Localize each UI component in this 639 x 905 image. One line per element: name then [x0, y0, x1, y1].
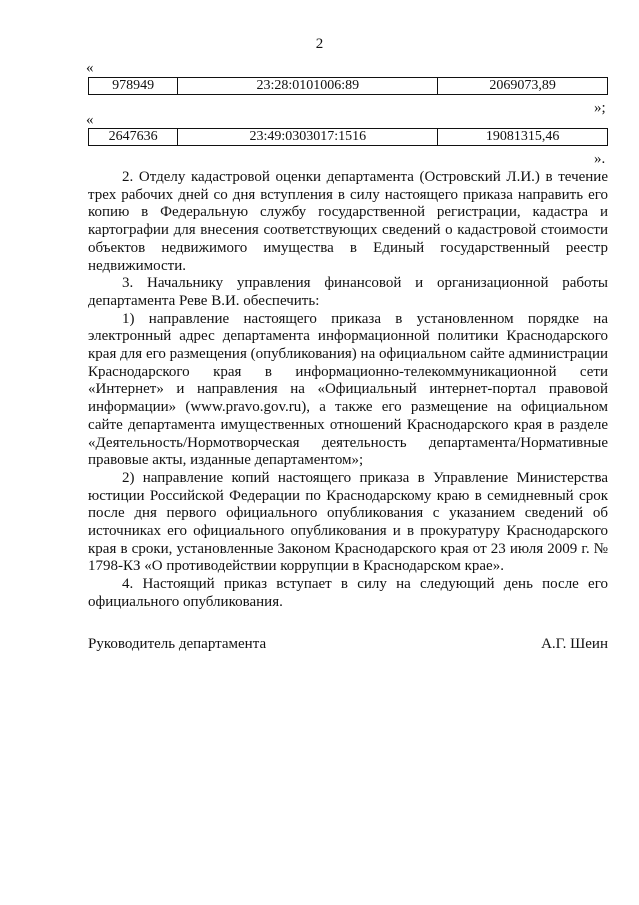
order-body: [88, 169, 608, 612]
cadastral-value-cell: 2069073,89: [438, 78, 608, 95]
cadastral-number-cell: 23:28:0101006:89: [178, 78, 438, 95]
object-number-cell: 2647636: [89, 129, 178, 146]
cadastral-table: [88, 128, 608, 146]
table-row: [89, 78, 608, 95]
open-quote: «: [86, 112, 94, 128]
cadastral-table: [88, 77, 608, 95]
open-quote: «: [86, 60, 94, 76]
paragraph-3-1: 1) направление настоящего приказа в установленном порядке на электронный адрес департамента информационной политики Краснодарского края для его размещения (опубликования) на официальном сайте администрации Краснодарского края в информационно-телекоммуникационной сети «Интернет» и направления на «Официальный интернет-портал правовой информации» (www.pravo.gov.ru), а также его размещение на официальном сайте департамента имущественных отношений Краснодарского края в разделе «Деятельность/Нормотворческая деятельность департамента/Нормативные правовые акты, изданные департаментом»;: [88, 310, 608, 469]
cadastral-value-cell: 19081315,46: [438, 129, 608, 146]
paragraph-3: 3. Начальнику управления финансовой и организационной работы департамента Реве В.И. обеспечить:: [88, 275, 608, 309]
table-row: [89, 129, 608, 146]
close-quote: ».: [594, 151, 606, 167]
cadastral-number-cell: 23:49:0303017:1516: [178, 129, 438, 146]
paragraph-4: 4. Настоящий приказ вступает в силу на следующий день после его официального опубликования.: [88, 576, 608, 610]
paragraph-2: 2. Отделу кадастровой оценки департамента (Островский Л.И.) в течение трех рабочих дней со дня вступления в силу настоящего приказа направить его копию в Федеральную службу государственной регистрации, кадастра и картографии для внесения соответствующих сведений о кадастровой стоимости объектов недвижимого имущества в Единый государственный реестр недвижимости.: [88, 169, 608, 274]
object-number-cell: 978949: [89, 78, 178, 95]
paragraph-3-2: 2) направление копий настоящего приказа в Управление Министерства юстиции Российской Федерации по Краснодарскому краю в семидневный срок после дня первого официального опубликования с указанием сведений об источниках его официального опубликования и в прокуратуру Краснодарского края в сроки, установленные Законом Краснодарского края от 23 июля 2009 г. № 1798-КЗ «О противодействии коррупции в Краснодарском крае».: [88, 469, 608, 575]
close-quote: »;: [594, 100, 606, 116]
signatory-position: Руководитель департамента: [88, 636, 267, 652]
signature-block: [88, 636, 608, 653]
signatory-name: А.Г. Шеин: [541, 636, 608, 652]
page-number: 2: [315, 36, 324, 52]
